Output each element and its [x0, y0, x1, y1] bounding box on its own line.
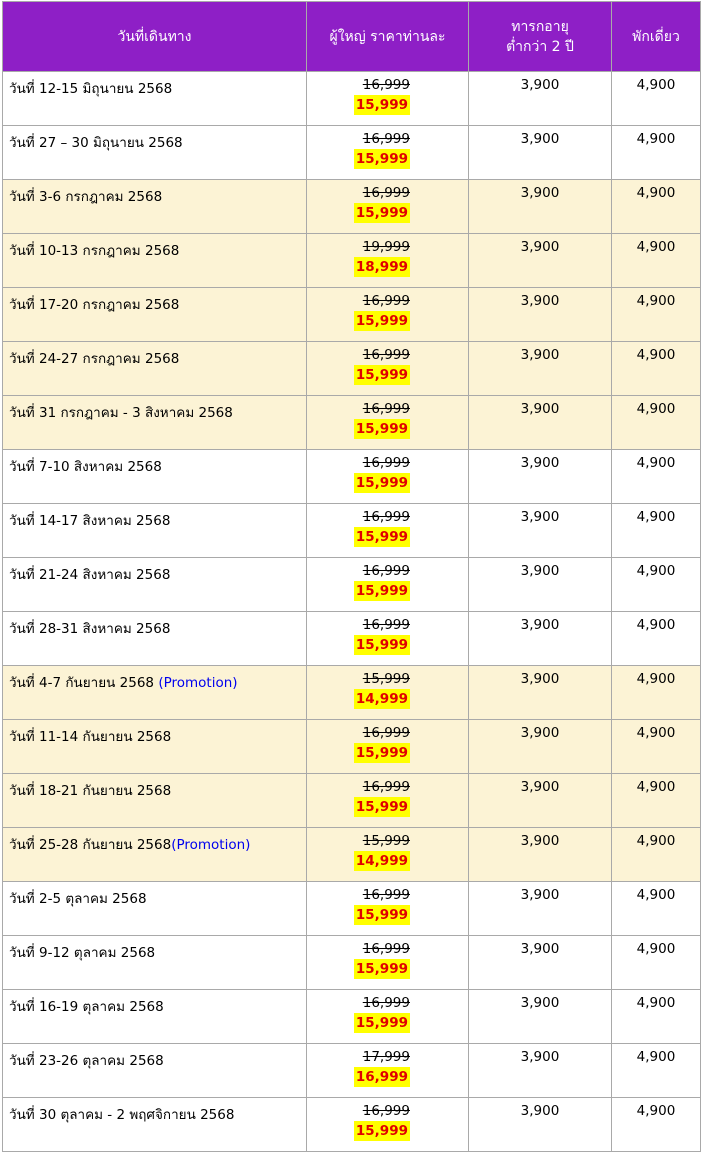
infant-price: 3,900 [469, 180, 612, 234]
original-price: 16,999 [362, 293, 410, 309]
table-row [3, 558, 701, 612]
table-row [3, 72, 701, 126]
travel-date: วันที่ 21-24 สิงหาคม 2568 [9, 567, 171, 583]
table-row [3, 342, 701, 396]
travel-date-cell [3, 774, 307, 828]
discounted-price: 18,999 [355, 259, 408, 275]
discounted-price: 15,999 [355, 961, 408, 977]
travel-date-cell [3, 288, 307, 342]
travel-date-cell [3, 666, 307, 720]
infant-price: 3,900 [469, 612, 612, 666]
travel-date-cell [3, 234, 307, 288]
travel-date-cell [3, 1044, 307, 1098]
discounted-price: 15,999 [355, 907, 408, 923]
adult-price-cell [307, 720, 469, 774]
table-row [3, 288, 701, 342]
original-price: 16,999 [362, 563, 410, 579]
adult-price-cell [307, 342, 469, 396]
travel-date-cell [3, 612, 307, 666]
single-supplement-price: 4,900 [612, 612, 701, 666]
travel-date-cell [3, 72, 307, 126]
single-supplement-price: 4,900 [612, 450, 701, 504]
adult-price-cell [307, 126, 469, 180]
single-supplement-price: 4,900 [612, 180, 701, 234]
travel-date-cell [3, 450, 307, 504]
single-supplement-price: 4,900 [612, 936, 701, 990]
header-infant-line2: ต่ำกว่า 2 ปี [506, 38, 574, 55]
travel-date-cell [3, 180, 307, 234]
promotion-tag: (Promotion) [158, 675, 238, 691]
original-price: 16,999 [362, 617, 410, 633]
travel-date-cell [3, 936, 307, 990]
infant-price: 3,900 [469, 72, 612, 126]
original-price: 16,999 [362, 401, 410, 417]
travel-date: วันที่ 25-28 กันยายน 2568 [9, 837, 172, 853]
table-row [3, 666, 701, 720]
original-price: 16,999 [362, 455, 410, 471]
infant-price: 3,900 [469, 936, 612, 990]
discounted-price: 15,999 [355, 637, 408, 653]
discounted-price: 15,999 [355, 475, 408, 491]
infant-price: 3,900 [469, 558, 612, 612]
adult-price-cell [307, 882, 469, 936]
original-price: 15,999 [362, 671, 410, 687]
original-price: 15,999 [362, 833, 410, 849]
header-infant-line1: ทารกอายุ [511, 18, 569, 35]
single-supplement-price: 4,900 [612, 558, 701, 612]
original-price: 16,999 [362, 347, 410, 363]
travel-date: วันที่ 18-21 กันยายน 2568 [9, 783, 172, 799]
single-supplement-price: 4,900 [612, 342, 701, 396]
infant-price: 3,900 [469, 126, 612, 180]
single-supplement-price: 4,900 [612, 72, 701, 126]
discounted-price: 14,999 [355, 691, 408, 707]
single-supplement-price: 4,900 [612, 504, 701, 558]
travel-date-cell [3, 720, 307, 774]
discounted-price: 15,999 [355, 1123, 408, 1139]
original-price: 16,999 [362, 1103, 410, 1119]
travel-date-cell [3, 126, 307, 180]
travel-date: วันที่ 23-26 ตุลาคม 2568 [9, 1053, 164, 1069]
infant-price: 3,900 [469, 396, 612, 450]
adult-price-cell [307, 666, 469, 720]
infant-price: 3,900 [469, 1044, 612, 1098]
original-price: 16,999 [362, 779, 410, 795]
travel-date: วันที่ 17-20 กรกฎาคม 2568 [9, 297, 180, 313]
travel-date-cell [3, 558, 307, 612]
table-row [3, 396, 701, 450]
adult-price-cell [307, 990, 469, 1044]
adult-price-cell [307, 612, 469, 666]
discounted-price: 15,999 [355, 97, 408, 113]
table-row [3, 234, 701, 288]
infant-price: 3,900 [469, 342, 612, 396]
travel-date-cell [3, 396, 307, 450]
adult-price-cell [307, 288, 469, 342]
single-supplement-price: 4,900 [612, 234, 701, 288]
travel-date: วันที่ 4-7 กันยายน 2568 [9, 675, 159, 691]
infant-price: 3,900 [469, 450, 612, 504]
travel-date-cell [3, 990, 307, 1044]
travel-date: วันที่ 3-6 กรกฎาคม 2568 [9, 189, 163, 205]
original-price: 16,999 [362, 131, 410, 147]
header-travel-date: วันที่เดินทาง [3, 2, 307, 72]
single-supplement-price: 4,900 [612, 882, 701, 936]
discounted-price: 15,999 [355, 367, 408, 383]
adult-price-cell [307, 234, 469, 288]
table-row [3, 126, 701, 180]
infant-price: 3,900 [469, 774, 612, 828]
original-price: 16,999 [362, 77, 410, 93]
single-supplement-price: 4,900 [612, 774, 701, 828]
infant-price: 3,900 [469, 990, 612, 1044]
travel-date: วันที่ 9-12 ตุลาคม 2568 [9, 945, 156, 961]
adult-price-cell [307, 774, 469, 828]
travel-date: วันที่ 24-27 กรกฎาคม 2568 [9, 351, 180, 367]
original-price: 17,999 [362, 1049, 410, 1065]
header-single-supplement: พักเดี่ยว [612, 2, 701, 72]
single-supplement-price: 4,900 [612, 126, 701, 180]
infant-price: 3,900 [469, 720, 612, 774]
discounted-price: 15,999 [355, 1015, 408, 1031]
discounted-price: 15,999 [355, 151, 408, 167]
single-supplement-price: 4,900 [612, 666, 701, 720]
travel-date: วันที่ 2-5 ตุลาคม 2568 [9, 891, 147, 907]
table-row [3, 828, 701, 882]
travel-date: วันที่ 31 กรกฎาคม - 3 สิงหาคม 2568 [9, 405, 233, 421]
single-supplement-price: 4,900 [612, 288, 701, 342]
original-price: 16,999 [362, 941, 410, 957]
adult-price-cell [307, 72, 469, 126]
travel-date-cell [3, 828, 307, 882]
travel-date: วันที่ 16-19 ตุลาคม 2568 [9, 999, 164, 1015]
travel-date: วันที่ 14-17 สิงหาคม 2568 [9, 513, 171, 529]
infant-price: 3,900 [469, 1098, 612, 1152]
table-row [3, 1044, 701, 1098]
single-supplement-price: 4,900 [612, 990, 701, 1044]
header-adult-price: ผู้ใหญ่ ราคาท่านละ [307, 2, 469, 72]
discounted-price: 14,999 [355, 853, 408, 869]
infant-price: 3,900 [469, 666, 612, 720]
header-infant-price [469, 2, 612, 72]
original-price: 16,999 [362, 887, 410, 903]
discounted-price: 15,999 [355, 313, 408, 329]
single-supplement-price: 4,900 [612, 1098, 701, 1152]
adult-price-cell [307, 396, 469, 450]
original-price: 16,999 [362, 995, 410, 1011]
table-header-row [3, 2, 701, 72]
single-supplement-price: 4,900 [612, 1044, 701, 1098]
original-price: 16,999 [362, 509, 410, 525]
infant-price: 3,900 [469, 504, 612, 558]
travel-date: วันที่ 10-13 กรกฎาคม 2568 [9, 243, 180, 259]
travel-date-cell [3, 504, 307, 558]
adult-price-cell [307, 558, 469, 612]
table-row [3, 180, 701, 234]
promotion-tag: (Promotion) [171, 837, 251, 853]
travel-date: วันที่ 27 – 30 มิถุนายน 2568 [9, 135, 183, 151]
travel-date: วันที่ 12-15 มิถุนายน 2568 [9, 81, 173, 97]
adult-price-cell [307, 180, 469, 234]
table-row [3, 990, 701, 1044]
original-price: 16,999 [362, 725, 410, 741]
discounted-price: 15,999 [355, 799, 408, 815]
infant-price: 3,900 [469, 288, 612, 342]
single-supplement-price: 4,900 [612, 828, 701, 882]
single-supplement-price: 4,900 [612, 396, 701, 450]
discounted-price: 15,999 [355, 205, 408, 221]
table-row [3, 612, 701, 666]
infant-price: 3,900 [469, 828, 612, 882]
table-row [3, 936, 701, 990]
discounted-price: 15,999 [355, 583, 408, 599]
discounted-price: 15,999 [355, 421, 408, 437]
travel-date: วันที่ 11-14 กันยายน 2568 [9, 729, 172, 745]
single-supplement-price: 4,900 [612, 720, 701, 774]
travel-date: วันที่ 7-10 สิงหาคม 2568 [9, 459, 162, 475]
table-row [3, 720, 701, 774]
original-price: 16,999 [362, 185, 410, 201]
adult-price-cell [307, 1098, 469, 1152]
table-row [3, 774, 701, 828]
travel-date: วันที่ 28-31 สิงหาคม 2568 [9, 621, 171, 637]
adult-price-cell [307, 828, 469, 882]
discounted-price: 16,999 [355, 1069, 408, 1085]
travel-date: วันที่ 30 ตุลาคม - 2 พฤศจิกายน 2568 [9, 1107, 235, 1123]
adult-price-cell [307, 450, 469, 504]
infant-price: 3,900 [469, 234, 612, 288]
adult-price-cell [307, 936, 469, 990]
table-row [3, 504, 701, 558]
table-row [3, 882, 701, 936]
travel-date-cell [3, 882, 307, 936]
adult-price-cell [307, 1044, 469, 1098]
discounted-price: 15,999 [355, 529, 408, 545]
tour-price-table [2, 1, 701, 1152]
infant-price: 3,900 [469, 882, 612, 936]
table-row [3, 450, 701, 504]
adult-price-cell [307, 504, 469, 558]
discounted-price: 15,999 [355, 745, 408, 761]
travel-date-cell [3, 342, 307, 396]
table-row [3, 1098, 701, 1152]
original-price: 19,999 [362, 239, 410, 255]
travel-date-cell [3, 1098, 307, 1152]
